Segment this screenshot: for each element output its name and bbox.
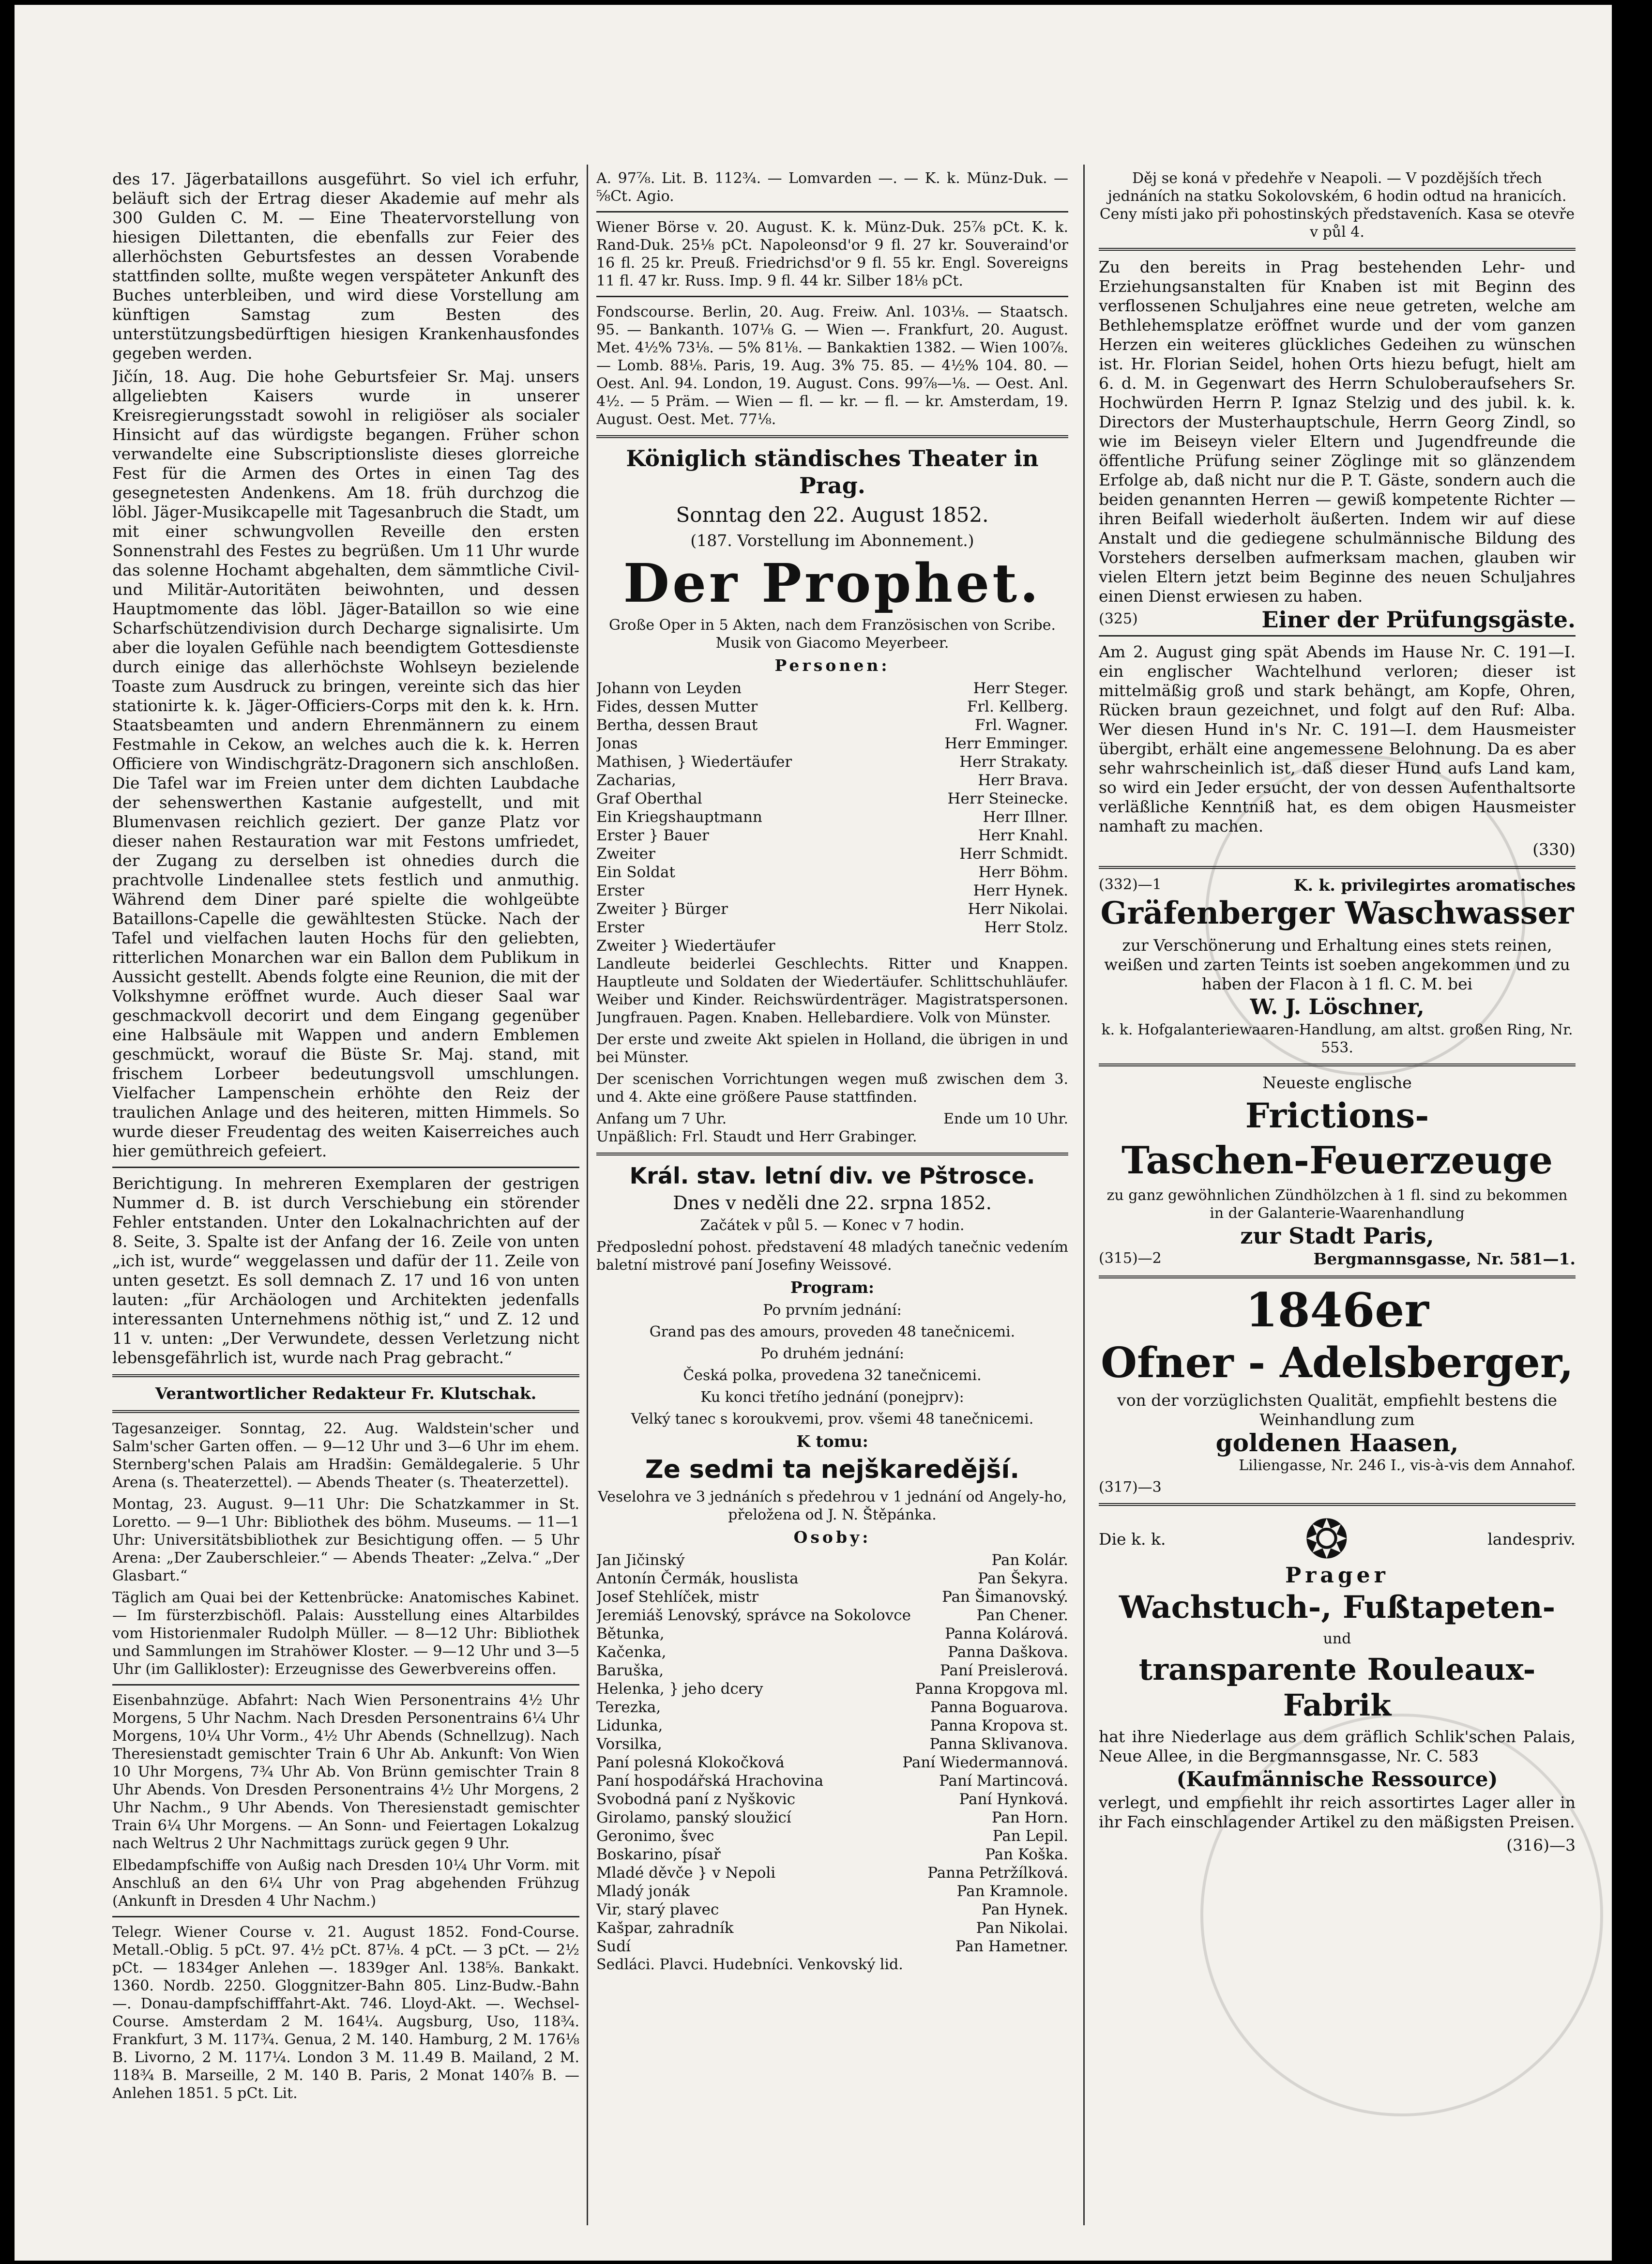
ad-header-row [1099,1508,1576,1570]
cast-role: Baruška, [596,1662,664,1679]
product-title: Gräfenberger Waschwasser [1100,895,1574,931]
cast-row [596,808,1068,826]
czech-theater-date: Dnes v neděli dne 22. srpna 1852. [673,1192,992,1214]
cast-actor: Herr Nikolai. [968,900,1068,918]
day-listing: Tagesanzeiger. Sonntag, 22. Aug. Waldstein'scher und Salm'scher Garten offen. — 9—12 Uhr und 3—6 Uhr im ehem. Sternberg'schen Palais am Hradšin: Gemäldegalerie. 5 Uhr Arena (s. Theaterzettel). — Abends Theater (s. Theaterzettel). [112,1420,579,1491]
cast-actor: Herr Hynek. [973,882,1068,899]
cast-role: Lidunka, [596,1717,663,1734]
cast-row [596,1864,1068,1882]
cast-actor: Frl. Wagner. [974,716,1068,734]
exchange-line: A. 97⅞. Lit. B. 112¾. — Lomvarden —. — K. k. Münz-Duk. —⅝Ct. Agio. [596,170,1068,205]
signature-row [1099,607,1576,633]
theater-performance: (187. Vorstellung im Abonnement.) [690,531,974,550]
program-label: K tomu: [796,1432,868,1451]
program-item: Ku konci třetího jednání (ponejprv): [700,1389,964,1406]
cast-actor: Paní Preislerová. [940,1662,1068,1679]
cast-role: Zacharias, [596,772,676,789]
ad-header: K. k. privilegirtes aromatisches [1293,876,1576,895]
vienna-courses: Telegr. Wiener Course v. 21. August 1852. Fond-Course. Metall.-Oblig. 5 pCt. 97. 4½ pCt. 87⅛. 4 pCt. — 3 pCt. — 2½ pCt. — 1834ger Anlehen —. 1839ger Anl. 138⅝. Bankakt. 1360. Nordb. 2250. Gloggnitzer-Bahn 805. Linz-Budw.-Bahn —. Donau-dampfschifffahrt-Akt. 746. Lloyd-Akt. —. Wechsel-Course. Amsterdam 2 M. 164¼. Augsburg, Uso, 118¾. Frankfurt, 3 M. 117¾. Genua, 2 M. 140. Hamburg, 2 M. 176⅛ B. Livorno, 2 M. 117¼. London 3 M. 11.49 B. Mailand, 2 M. 118¾ B. Marseille, 2 M. 140 B. Paris, 2 Monat 140⅞ B. — Anlehen 1851. 5 pCt. Lit. [112,1924,579,2102]
ad-number: (332)—1 [1099,876,1162,893]
cast-actor: Herr Steinecke. [947,790,1068,807]
cast-actor: Pan Nikolai. [976,1919,1068,1937]
cast-actor: Paní Hynková. [959,1791,1068,1808]
cast-row [596,1717,1068,1735]
cast-list [596,679,1068,955]
shop-address: Bergmannsgasse, Nr. 581—1. [1313,1249,1576,1268]
cast-row [596,900,1068,918]
cast-role: Jonas [596,735,638,752]
lost-dog-notice: Am 2. August ging spät Abends im Hause Nr. C. 191—I. ein englischer Wachtelhund verloren; dieser ist mittelmäßig groß und stark behängt, am Kopfe, Ohren, Rücken braun gezeichnet, und folgt auf den Ruf: Alba. Wer diesen Hund in's Nr. C. 191—I. dem Hausmeister übergibt, erhält eine angemessene Belohnung. Da es aber sehr wahrscheinlich ist, daß dieser Hund aufs Land kam, so wird ein Jeder ersucht, der von dessen Aufenthaltsorte verläßliche Kenntniß hat, es dem obigen Hausmeister namhaft zu machen. [1099,642,1576,836]
cast-row [596,1900,1068,1919]
cast-role: Jan Jičinský [596,1551,685,1569]
editor-line: Verantwortlicher Redakteur Fr. Klutschak. [155,1384,537,1403]
shop-name: goldenen Haasen, [1215,1428,1459,1457]
shop-address: Liliengasse, Nr. 246 I., vis-à-vis dem Annahof. [1239,1457,1576,1474]
cast-actor: Herr Brava. [978,772,1068,789]
cast-role: Paní hospodářská Hrachovina [596,1772,824,1790]
divider [112,1916,579,1917]
cast-role: Kašpar, zahradník [596,1919,734,1937]
factory-and: und [1323,1630,1351,1647]
cast-row [596,771,1068,790]
cast-role: Bertha, dessen Braut [596,716,758,734]
divider [1099,248,1576,251]
cast-row [596,918,1068,937]
cast-row [596,1588,1068,1606]
cast-actor: Herr Schmidt. [959,845,1068,863]
cast-row [596,1698,1068,1717]
cast-row [596,845,1068,863]
cast-role: Terezka, [596,1699,661,1716]
cast-row [596,1643,1068,1661]
divider [112,1374,579,1377]
cast-role: Graf Oberthal [596,790,702,807]
cast-role: Fides, dessen Mutter [596,698,758,715]
factory-description: verlegt, und empfiehlt ihr reich assortirtes Lager aller in ihr Fach einschlagender Artikel zu den mäßigsten Preisen. [1099,1793,1576,1831]
article-paragraph: des 17. Jägerbataillons ausgeführt. So viel ich erfuhr, beläuft sich der Ertrag dieser Akademie auf mehr als 300 Gulden C. M. — Eine Theatervorstellung von hiesigen Dilettanten, die ebenfalls zur Feier des allerhöchsten Geburtsfestes an dessen Vorabende stattfinden sollte, mußte wegen verspäteter Ankunft des Buches unterbleiben, und wird diese Vorstellung am künftigen Samstag zum Besten des unterstützungsbedürftigen hiesigen Krankenhausfondes gegeben werden. [112,169,579,363]
merchant-name: W. J. Löschner, [1250,995,1425,1019]
ad-number: (317)—3 [1099,1479,1162,1496]
cast-actor: Pan Hametner. [955,1938,1068,1955]
city-label: Prager [1285,1563,1389,1588]
cast-actor: Panna Daškova. [948,1643,1068,1661]
cast-role: Mathisen, } Wiedertäufer [596,753,792,771]
cast-actor: Panna Petržílková. [927,1864,1068,1882]
divider [1099,1064,1576,1066]
cast-role: Girolamo, panský sloužicí [596,1809,791,1826]
factory-description: hat ihre Niederlage aus dem gräflich Schlik'schen Palais, Neue Allee, in die Bergmannsgasse, Nr. C. 583 [1099,1727,1576,1765]
cast-row [596,1790,1068,1808]
time-row [596,1110,1068,1128]
cast-row [596,881,1068,900]
product-title: Frictions- [1245,1095,1429,1136]
cast-row [596,753,1068,771]
cast-role: Geronimo, švec [596,1827,714,1845]
cast-actor: Panna Sklivanova. [929,1735,1068,1753]
factory-title: transparente Rouleaux-Fabrik [1138,1652,1536,1723]
program-label: Program: [790,1278,875,1297]
divider [1099,1276,1576,1278]
divider [112,1167,579,1168]
divider [596,211,1068,213]
day-listing: Täglich am Quai bei der Kettenbrücke: Anatomisches Kabinet. — Im fürsterzbischöfl. Palais: Ausstellung eines Altarbildes vom Historienmaler Rudolph Müller. — 8—12 Uhr: Bibliothek und Sammlungen im Strahöwer Kloster. — 9—12 Uhr und 3—5 Uhr (im Gallikloster): Erzeugnisse des Gewerbvereins offen. [112,1589,579,1678]
cast-role: Zweiter } Bürger [596,900,728,918]
program-item: Po prvním jednání: [763,1302,902,1319]
day-listing: Montag, 23. August. 9—11 Uhr: Die Schatzkammer in St. Loretto. — 9—1 Uhr: Bibliothek des böhm. Museums. — 11—1 Uhr: Universitätsbibliothek zur Besichtigung offen. — 5 Uhr Arena: „Der Zauberschleier.“ — Abends Theater: „Zelva.“ „Der Glasbart.“ [112,1496,579,1584]
cast-actor: Paní Martincová. [939,1772,1068,1790]
merchant-address: k. k. Hofgalanteriewaaren-Handlung, am altst. großen Ring, Nr. 553. [1101,1021,1573,1056]
czech-cast-extras: Sedláci. Plavci. Hudebníci. Venkovský lid. [596,1956,903,1973]
program-item: Grand pas des amours, proveden 48 tanečnicemi. [649,1323,1015,1340]
cast-role: Bětunka, [596,1625,665,1642]
signature: Einer der Prüfungsgäste. [1261,607,1576,633]
program-item: Po druhém jednání: [760,1345,904,1362]
ad-priv: landespriv. [1487,1530,1576,1549]
cast-role: Erster } Bauer [596,827,709,844]
ad-number: (330) [1532,840,1576,859]
cast-role: Erster [596,919,644,936]
ad-number: (325) [1099,610,1138,627]
column-divider [587,165,588,2225]
cast-role: Zweiter } Wiedertäufer [596,937,775,955]
cast-role: Ein Soldat [596,864,675,881]
product-description: zu ganz gewöhnlichen Zündhölzchen à 1 fl. sind zu bekommen in der Galanterie-Waarenhandlung [1106,1187,1568,1222]
cast-row [596,1551,1068,1569]
cast-actor: Herr Strakaty. [959,753,1068,771]
ad-header-row [1099,876,1576,895]
cast-row [596,1753,1068,1772]
cast-role: Josef Stehlíček, mistr [596,1588,759,1606]
fund-courses: Fondscourse. Berlin, 20. Aug. Freiw. Anl. 103⅛. — Staatsch. 95. — Bankanth. 107⅛ G. — Wien —. Frankfurt, 20. August. Met. 4½% 73⅛. — 5% 81⅛. — Bankaktien 1382. — Wien 100⅞. — Lomb. 88⅛. Paris, 19. Aug. 3% 75. 85. — 4½% 104. 80. — Oest. Anl. 94. London, 19. August. Cons. 99⅞—⅛. — Oest. Anl. 4½. — 5 Präm. — Wien — fl. — kr. — fl. — kr. Amsterdam, 19. August. Oest. Met. 77⅛. [596,304,1068,428]
divider [112,1410,579,1413]
cast-row [596,1937,1068,1956]
cast-row [596,679,1068,698]
play-subtitle: Große Oper in 5 Akten, nach dem Französischen von Scribe. Musik von Giacomo Meyerbeer. [608,617,1056,652]
cast-row [596,790,1068,808]
column-left [112,169,579,2220]
end-time: Ende um 10 Uhr. [943,1110,1068,1127]
start-time: Anfang um 7 Uhr. [596,1110,727,1127]
cast-role: Vir, starý plavec [596,1901,719,1918]
sick-note: Unpäßlich: Frl. Staudt und Herr Grabinger. [596,1128,917,1145]
cast-role: Vorsilka, [596,1735,662,1753]
shop-name: zur Stadt Paris, [1240,1223,1434,1249]
cast-role: Mladé děvče } v Nepoli [596,1864,776,1882]
cast-role: Boskarino, písař [596,1846,721,1863]
theater-title: Königlich ständisches Theater in Prag. [626,445,1039,499]
cast-row [596,826,1068,845]
imperial-eagle-icon: ❂ [1304,1508,1349,1570]
cast-row [596,1882,1068,1900]
divider [1099,866,1576,869]
ad-number: (315)—2 [1099,1250,1162,1267]
product-title: Taschen-Feuerzeuge [1122,1139,1553,1183]
column-right [1099,169,1576,2220]
factory-location: (Kaufmännische Ressource) [1176,1767,1498,1791]
ad-footer-row [1099,1249,1576,1269]
divider [1099,1503,1576,1506]
correction-notice: Berichtigung. In mehreren Exemplaren der gestrigen Nummer d. B. ist durch Verschiebung ein störender Fehler entstanden. Unter den Lokalnachrichten auf der 8. Seite, 3. Spalte ist der Anfang der 16. Zeile von unten „ich ist, wurde“ weggelassen und dafür der 11. Zeile von unten gesetzt. Es soll demnach Z. 17 und 16 von unten lauten: „für Archäologen und Architekten jedenfalls interessanten Unternehmens nöthig ist,“ und Z. 12 und 11 v. unten: „Der Verwundete, dessen Verletzung nicht lebensgefährlich ist, wurde nach Prag gebracht.“ [112,1174,579,1367]
cast-role: Paní polesná Klokočková [596,1754,785,1771]
cast-actor: Panna Boguarova. [930,1699,1068,1716]
theater-date: Sonntag den 22. August 1852. [676,503,989,527]
czech-note: Předposlední pohost. představení 48 mladých tanečnic vedením baletní mistrové paní Josefiny Weissové. [596,1239,1068,1274]
cast-row [596,1661,1068,1680]
cast-role: Zweiter [596,845,655,863]
factory-title: Wachstuch-, Fußtapeten- [1119,1589,1556,1626]
cast-row [596,937,1068,955]
cast-actor: Paní Wiedermannová. [902,1754,1068,1771]
cast-role: Johann von Leyden [596,680,742,697]
wine-title: Ofner - Adelsberger, [1101,1338,1574,1387]
persons-label: Osoby: [793,1528,871,1547]
wine-description: von der vorzüglichsten Qualität, empfiehlt bestens die Weinhandlung zum [1117,1391,1558,1429]
cast-actor: Herr Knahl. [978,827,1068,844]
play-title: Der Prophet. [623,552,1042,614]
persons-label: Personen: [774,656,890,675]
cast-actor: Herr Illner. [983,808,1068,826]
ad-header: Neueste englische [1262,1073,1412,1092]
cast-row [596,1919,1068,1937]
product-description: zur Verschönerung und Erhaltung eines stets reinen, weißen und zarten Teints ist soeben angekommen und zu haben der Flacon à 1 fl. C. M. bei [1104,936,1570,993]
cast-row [596,1680,1068,1698]
cast-role: Svobodná paní z Nyškovic [596,1791,796,1808]
column-divider [1083,165,1085,2225]
cast-row [596,716,1068,734]
cast-role: Sudí [596,1938,631,1955]
cast-role: Antonín Čermák, houslista [596,1570,799,1587]
divider [596,296,1068,297]
cast-role: Helenka, } jeho dcery [596,1680,763,1698]
cast-actor: Pan Šekyra. [978,1570,1068,1587]
cast-actor: Herr Stolz. [984,919,1068,936]
cast-actor: Pan Horn. [991,1809,1068,1826]
cast-role: Mladý jonák [596,1883,690,1900]
czech-theater-title: Král. stav. letní div. ve Pštrosce. [629,1163,1035,1189]
cast-row [596,863,1068,881]
cast-role: Jeremiáš Lenovský, správce na Sokolovce [596,1607,911,1624]
railway-schedule: Eisenbahnzüge. Abfahrt: Nach Wien Personentrains 4½ Uhr Morgens, 5 Uhr Nachm. Nach Dresden Personentrains 6¼ Uhr Morgens, 10¼ Uhr Vorm., 4½ Uhr Abends (Schnellzug). Nach Theresienstadt gemischter Train 6 Uhr Ab. Ankunft: Von Wien 10 Uhr Morgens, 7¾ Uhr Ab. Von Brünn gemischter Train 8 Uhr Abends. Von Dresden Personentrains 4½ Uhr Morgens, 2 Uhr Nachm., 9 Uhr Abends. Von Theresienstadt gemischter Train 6¼ Uhr Morgens. — An Sonn- und Feiertagen Lokalzug nach Weltrus 2 Uhr Nachmittags zurück gegen 9 Uhr. [112,1692,579,1852]
czech-play-title: Ze sedmi ta nejškaredější. [645,1455,1020,1484]
cast-actor: Herr Böhm. [978,864,1068,881]
cast-actor: Panna Kropova st. [930,1717,1068,1734]
cast-row [596,1606,1068,1625]
cast-actor: Pan Lepil. [992,1827,1068,1845]
cast-actor: Herr Emminger. [944,735,1068,752]
cast-role: Kačenka, [596,1643,667,1661]
cast-role: Erster [596,882,644,899]
cast-row [596,1772,1068,1790]
divider [596,435,1068,438]
cast-row [596,1827,1068,1845]
divider [112,1684,579,1686]
column-middle [596,169,1068,2220]
cast-actor: Pan Kolár. [991,1551,1068,1569]
divider [1099,635,1576,637]
ad-prefix: Die k. k. [1099,1530,1166,1549]
ad-number: (316)—3 [1506,1836,1576,1854]
pause-note: Der scenischen Vorrichtungen wegen muß zwischen dem 3. und 4. Akte eine größere Pause stattfinden. [596,1071,1068,1106]
cast-actor: Pan Chener. [976,1607,1068,1624]
cast-row [596,1845,1068,1864]
cast-row [596,1569,1068,1588]
acts-note: Der erste und zweite Akt spielen in Holland, die übrigen in und bei Münster. [596,1031,1068,1066]
czech-theater-note: Děj se koná v předehře v Neapoli. — V pozdějších třech jednáních na statku Sokolovském, 6 hodin odtud na hranicích. Ceny místi jako při pohostinských představeních. Kasa se otevře v půl 4. [1099,170,1575,241]
cast-row [596,1625,1068,1643]
czech-theater-time: Začátek v půl 5. — Konec v 7 hodin. [700,1217,965,1234]
cast-actor: Frl. Kellberg. [967,698,1068,715]
cast-actor: Pan Kramnole. [956,1883,1068,1900]
cast-actor: Pan Koška. [985,1846,1068,1863]
vintage-year: 1846er [1245,1283,1429,1337]
czech-play-subtitle: Veselohra ve 3 jednáních s předehrou v 1 jednání od Angely-ho, přeložena od J. N. Štěpánka. [598,1489,1067,1523]
cast-extras: Landleute beiderlei Geschlechts. Ritter und Knappen. Hauptleute und Soldaten der Wiedertäufer. Schlittschuhläufer. Weiber und Kinder. Reichswürdenträger. Magistratspersonen. Jungfrauen. Pagen. Knaben. Hellebardiere. Volk von Münster. [596,956,1068,1026]
cast-actor: Pan Šimanovský. [942,1588,1068,1606]
vienna-exchange: Wiener Börse v. 20. August. K. k. Münz-Duk. 25⅞ pCt. K. k. Rand-Duk. 25⅛ pCt. Napoleonsd'or 9 fl. 27 kr. Souveraind'or 16 fl. 25 kr. Preuß. Friedrichsd'or 9 fl. 55 kr. Engl. Sovereigns 11 fl. 47 kr. Russ. Imp. 9 fl. 44 kr. Silber 18⅛ pCt. [596,219,1068,289]
school-notice: Zu den bereits in Prag bestehenden Lehr- und Erziehungsanstalten für Knaben ist mit Beginn des verflossenen Schuljahres eine neue getreten, welche am Bethlehemsplatze eröffnet wurde und der vom ganzen Herzen ein weiteres glückliches Gedeihen zu wünschen ist. Hr. Florian Seidel, hohen Orts hiezu befugt, hielt am 6. d. M. in Gegenwart des Herrn Schuloberaufsehers Sr. Hochwürden Herrn P. Ignaz Stelzig und des jubil. k. k. Directors der Musterhauptschule, Herrn Georg Zindl, so wie im Beiseyn vieler Eltern und Jugendfreunde die öffentliche Prüfung seiner Zöglinge mit so glänzendem Erfolge ab, daß nicht nur die P. T. Gäste, sondern auch die beiden genannten Herren — gewiß kompetente Richter — ihren Beifall wiederholt äußerten. Indem wir auf diese Anstalt und die gediegene schulmännische Bildung des Vorstehers derselben aufmerksam machen, glauben wir vielen Eltern jetzt beim Beginne des neuen Schuljahres einen Dienst erwiesen zu haben. [1099,258,1576,606]
cast-actor: Panna Kropgova ml. [915,1680,1068,1698]
program-item: Velký tanec s koroukvemi, prov. všemi 48 tanečnicemi. [631,1411,1034,1428]
cast-actor: Herr Steger. [973,680,1068,697]
cast-row [596,1808,1068,1827]
cast-actor: Panna Kolárová. [945,1625,1068,1642]
program-item: Česká polka, provedena 32 tanečnicemi. [683,1367,982,1384]
cast-row [596,1735,1068,1753]
cast-role: Ein Kriegshauptmann [596,808,762,826]
czech-cast-list [596,1551,1068,1956]
cast-row [596,734,1068,753]
divider [596,1153,1068,1155]
cast-actor: Pan Hynek. [981,1901,1068,1918]
article-jicin: Jičín, 18. Aug. Die hohe Geburtsfeier Sr. Maj. unsers allgeliebten Kaisers wurde in unserer Kreisregierungsstadt sowohl in religiöser als socialer Hinsicht auf das würdigste begangen. Früher schon verwandelte eine Subscriptionsliste dieses glorreiche Fest für die Armen des Ortes in einen Tag des gesegnetesten Andenkens. Am 18. früh durchzog die löbl. Jäger-Musikcapelle mit Tagesanbruch die Stadt, um mit einer schwungvollen Reveille den ersten Sonnenstrahl des Festes zu begrüßen. Um 11 Uhr wurde das solenne Hochamt abgehalten, dem sämmtliche Civil- und Militär-Autoritäten beiwohnten, und dessen Hauptmomente das löbl. Jäger-Bataillon so wie eine Scharfschützendivision durch Decharge signalisirte. Um aber die loyalen Gefühle nach beendigtem Gottesdienste durch einige das allerhöchste Wohlseyn bezielende Toaste zum Ausdruck zu bringen, vereinte sich das hier stationirte k. k. Jäger-Officiers-Corps mit den k. k. Hrn. Staatsbeamten und andern Ehrenmännern zu einem Festmahle in Cekow, an welches auch die k. k. Herren Officiere von Windischgrätz-Dragonern sich anschloßen. Die Tafel war im Freien unter dem dichten Laubdache der sehenswerthen Kastanie aufgestellt, und mit Blumenvasen reichlich geziert. Der ganze Platz vor dieser nahen Restauration war mit Festons umfriedet, der Zugang zu derselben ist ohnedies durch die prachtvolle Lindenallee stets festlich und anmuthig. Während dem Diner paré spielte die wohlgeübte Bataillons-Capelle die gewähltesten Stücke. Nach der Tafel und vielfachen lauten Hochs für den geliebten, ritterlichen Monarchen war ein Ballon dem Publikum in Aussicht gestellt. Abends folgte eine Reunion, die mit der Volkshymne eröffnet wurde. Auch dieser Saal war geschmackvoll decorirt und dem Eingang gegenüber eine Halbsäule mit Wappen und andern Emblemen geschmückt, worauf die Büste Sr. Maj. stand, mit frischem Lorbeer bedeutungsvoll umschlungen. Vielfacher Lampenschein erhöhte den Reiz der traulichen Anlage und des heiteren, mitten Himmels. So wurde dieser Freudentag des weiten Kaiserreiches auch hier gemüthreich gefeiert. [112,367,579,1160]
cast-row [596,698,1068,716]
steamship-schedule: Elbedampfschiffe von Außig nach Dresden 10¼ Uhr Vorm. mit Anschluß an den 6¼ Uhr von Prag abgehenden Frühzug (Ankunft in Dresden 4 Uhr Nachm.) [112,1857,579,1910]
